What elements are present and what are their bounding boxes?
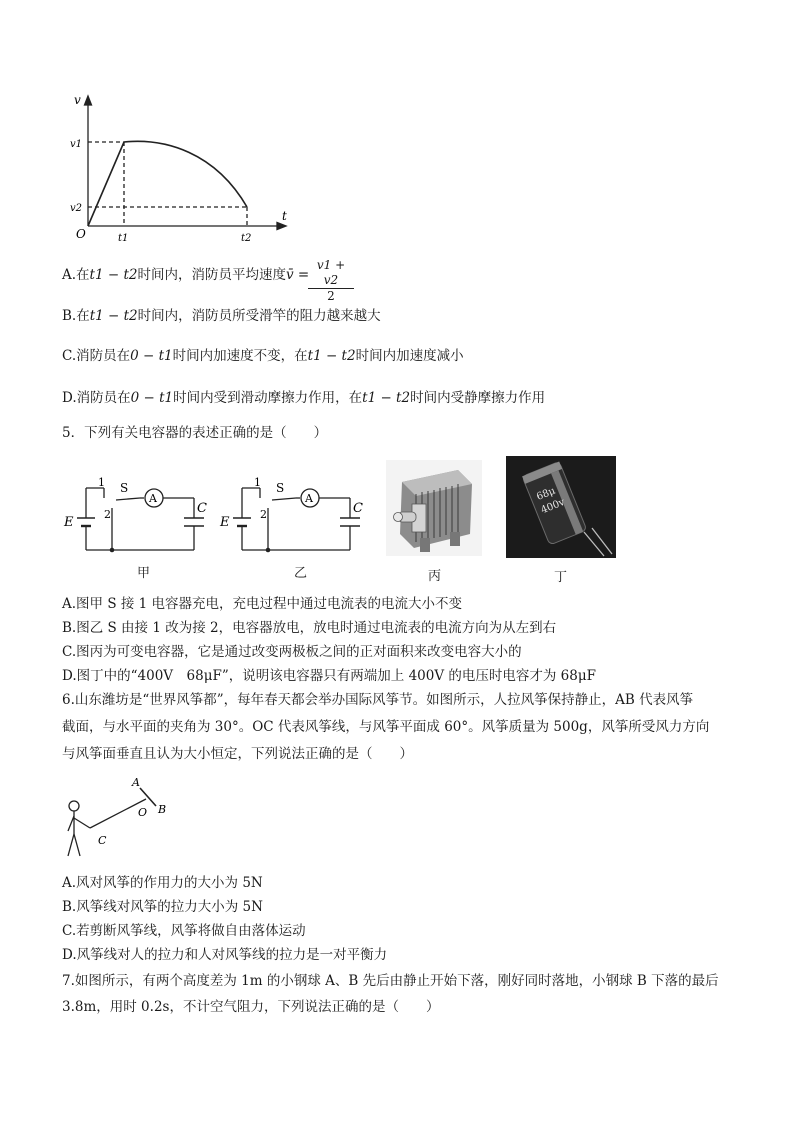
q6-option-a: A.风对风筝的作用力的大小为 5N — [62, 875, 263, 891]
v-axis-label: v — [74, 93, 81, 107]
circuit-yi — [218, 474, 378, 556]
q4-option-c — [62, 347, 464, 365]
q4-option-a — [62, 266, 309, 284]
v2-label: v2 — [70, 203, 83, 214]
yi-A: A — [305, 492, 313, 505]
cap-print-value: 68μ — [535, 485, 558, 503]
q4-a-vbar: v̄ = — [285, 267, 310, 283]
circuit-jia — [62, 474, 222, 556]
kite-label-A: A — [132, 776, 140, 789]
q5-option-d: D.图丁中的“400V 68μF”，说明该电容器只有两端加上 400V 的电压时电容才为 68μF — [62, 668, 596, 684]
q6-stem-line-2: 截面，与水平面的夹角为 30°。OC 代表风筝线，与风筝平面成 60°。风筝质量为 500g，风筝所受风力方向 — [62, 719, 710, 735]
q4-c-range2: t1 − t2 — [307, 348, 356, 364]
q5-option-a: A.图甲 S 接 1 电容器充电，充电过程中通过电流表的电流大小不变 — [62, 596, 463, 612]
q4-d-range1: 0 − t1 — [130, 390, 174, 406]
origin-label: O — [76, 227, 86, 241]
cap-print-voltage: 400v — [539, 496, 567, 517]
q4-option-d — [62, 389, 545, 407]
q4-d-mid: 时间内受到滑动摩擦力作用，在 — [173, 390, 363, 406]
q5-stem: 5．下列有关电容器的表述正确的是（ ） — [62, 425, 328, 441]
q6-stem-line-1: 6.山东潍坊是“世界风筝都”，每年春天都会举办国际风筝节。如图所示，人拉风筝保持静止，AB 代表风筝 — [62, 692, 694, 708]
jia-2: 2 — [104, 508, 111, 521]
jia-E: E — [64, 515, 74, 530]
t1-label: t1 — [118, 233, 129, 244]
yi-2: 2 — [260, 508, 267, 521]
fig-label-bing: 丙 — [428, 569, 442, 584]
q4-d-prefix: D.消防员在 — [62, 390, 131, 406]
decel-curve — [124, 141, 247, 207]
kite-label-B: B — [158, 803, 167, 816]
q4-d-rest: 时间内受静摩擦力作用 — [410, 390, 546, 406]
q4-b-range: t1 − t2 — [89, 308, 138, 324]
fig-label-yi: 乙 — [294, 566, 308, 581]
q6-option-b: B.风筝线对风筝的拉力大小为 5N — [62, 899, 263, 915]
q4-a-numerator: v1 + v2 — [308, 258, 354, 289]
fig-label-ding: 丁 — [554, 570, 568, 585]
q4-c-range1: 0 − t1 — [130, 348, 173, 364]
variable-capacitor-photo — [386, 460, 482, 556]
q6-option-c: C.若剪断风筝线，风筝将做自由落体运动 — [62, 923, 306, 939]
q4-a-range: t1 − t2 — [89, 267, 138, 283]
q4-c-rest: 时间内加速度减小 — [355, 348, 464, 364]
q4-a-mid: 时间内，消防员平均速度 — [137, 267, 286, 283]
electrolytic-capacitor-photo — [506, 456, 616, 558]
q4-a-denominator: 2 — [327, 289, 335, 303]
jia-1: 1 — [98, 476, 105, 489]
yi-S: S — [276, 481, 285, 495]
velocity-time-graph — [70, 92, 300, 252]
kite-label-O: O — [138, 806, 148, 819]
q4-d-range2: t1 − t2 — [362, 390, 411, 406]
jia-A: A — [149, 492, 157, 505]
q7-stem-line-1: 7.如图所示，有两个高度差为 1m 的小钢球 A、B 先后由静止开始下落，刚好同时落地，小钢球 B 下落的最后 — [62, 973, 719, 989]
q4-option-b — [62, 307, 381, 325]
t-axis-label: t — [282, 209, 287, 223]
q7-stem-line-2: 3.8m，用时 0.2s，不计空气阻力，下列说法正确的是（ ） — [62, 999, 440, 1015]
kite-section-AB — [140, 788, 156, 806]
yi-1: 1 — [254, 476, 261, 489]
yi-C: C — [353, 501, 363, 516]
t2-label: t2 — [241, 233, 252, 244]
accel-segment — [88, 142, 124, 226]
q6-stem-line-3: 与风筝面垂直且认为大小恒定，下列说法正确的是（ ） — [62, 746, 413, 762]
q6-option-d: D.风筝线对人的拉力和人对风筝线的拉力是一对平衡力 — [62, 947, 388, 963]
q4-a-fraction — [308, 258, 354, 304]
jia-S: S — [120, 481, 129, 495]
v1-label: v1 — [70, 139, 83, 150]
q4-b-prefix: B.在 — [62, 308, 90, 324]
q4-c-mid: 时间内加速度不变，在 — [172, 348, 308, 364]
q4-a-prefix: A.在 — [62, 267, 90, 283]
q4-b-rest: 时间内，消防员所受滑竿的阻力越来越大 — [137, 308, 381, 324]
q4-c-prefix: C.消防员在 — [62, 348, 131, 364]
person-head — [69, 801, 79, 811]
yi-E: E — [220, 515, 230, 530]
q5-option-c: C.图丙为可变电容器，它是通过改变两极板之间的正对面积来改变电容大小的 — [62, 644, 522, 660]
kite-label-C: C — [98, 834, 107, 847]
jia-C: C — [197, 501, 207, 516]
fig-label-jia: 甲 — [137, 566, 151, 581]
kite-figure — [60, 776, 180, 866]
q5-option-b: B.图乙 S 由接 1 改为接 2，电容器放电，放电时通过电流表的电流方向为从左到右 — [62, 620, 557, 636]
t-axis-arrow — [277, 223, 286, 230]
v-axis-arrow — [85, 96, 92, 105]
